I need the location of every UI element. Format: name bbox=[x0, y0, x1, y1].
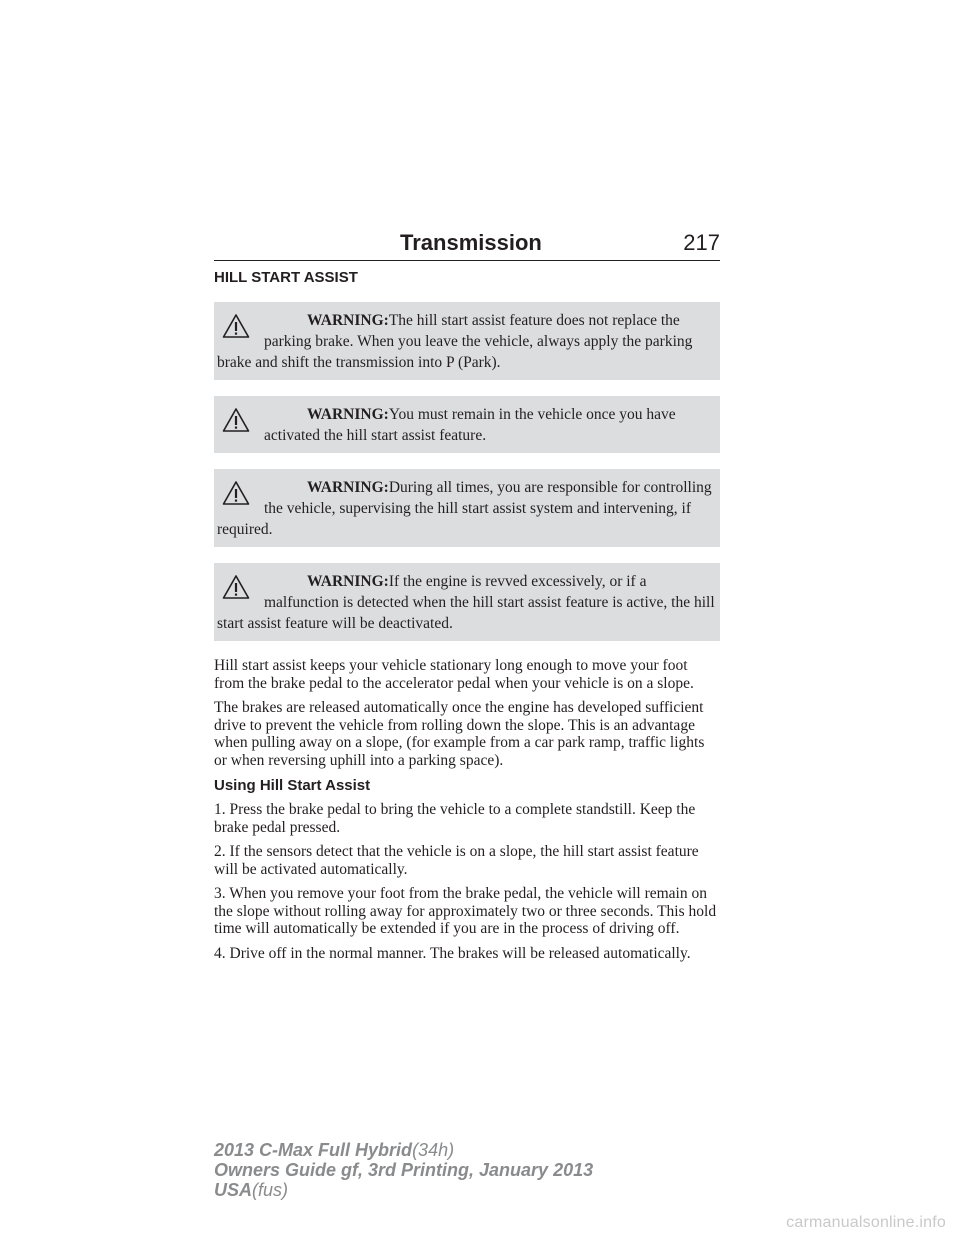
warning-triangle-icon bbox=[222, 480, 250, 506]
warning-box bbox=[214, 469, 720, 547]
warning-box bbox=[214, 302, 720, 380]
warning-label: WARNING: bbox=[307, 573, 389, 590]
step-item: 3. When you remove your foot from the brake pedal, the vehicle will remain on the slope without rolling away for approximately two or three seconds. This hold time will automatically be extended if you are in the process of driving off. bbox=[214, 885, 717, 937]
body-paragraph: The brakes are released automatically once the engine has developed sufficient drive to prevent the vehicle from rolling down the slope. This is an advantage when pulling away on a slope, (for example from a car park ramp, traffic lights or when reversing uphill into a parking space). bbox=[214, 699, 705, 769]
footer-line-guide: Owners Guide gf, 3rd Printing, January 2013 bbox=[214, 1160, 594, 1180]
step-item: 1. Press the brake pedal to bring the vehicle to a complete standstill. Keep the brake pedal pressed. bbox=[214, 801, 696, 836]
warning-body: The hill start assist feature does not replace the parking brake. When you leave the vehicle, always apply the parking brake and shift the transmission into P (Park). bbox=[217, 312, 693, 371]
warning-triangle-icon bbox=[222, 313, 250, 339]
warning-label: WARNING: bbox=[307, 406, 389, 423]
warning-box bbox=[214, 563, 720, 641]
warning-body: You must remain in the vehicle once you have activated the hill start assist feature. bbox=[264, 406, 676, 444]
warning-body: If the engine is revved excessively, or if a malfunction is detected when the hill start assist feature is active, the hill start assist feature will be deactivated. bbox=[217, 573, 715, 632]
chapter-title: Transmission bbox=[400, 230, 542, 255]
warning-label: WARNING: bbox=[307, 479, 389, 496]
warning-body: During all times, you are responsible for controlling the vehicle, supervising the hill start assist system and intervening, if required. bbox=[217, 479, 712, 538]
body-paragraph: Hill start assist keeps your vehicle stationary long enough to move your foot from the brake pedal to the accelerator pedal when your vehicle is on a slope. bbox=[214, 657, 694, 692]
warning-label: WARNING: bbox=[307, 312, 389, 329]
page-footer bbox=[214, 1140, 714, 1200]
page-number: 217 bbox=[683, 230, 720, 255]
footer-line-region: USA(fus) bbox=[214, 1180, 289, 1200]
step-item: 4. Drive off in the normal manner. The brakes will be released automatically. bbox=[214, 944, 691, 962]
warning-text bbox=[217, 404, 716, 446]
warning-text bbox=[217, 310, 716, 373]
warning-box bbox=[214, 396, 720, 453]
site-watermark: carmanualsonline.info bbox=[786, 1214, 946, 1231]
warning-text bbox=[217, 571, 716, 634]
warning-text bbox=[217, 477, 716, 540]
step-item: 2. If the sensors detect that the vehicle is on a slope, the hill start assist feature will be activated automatically. bbox=[214, 843, 699, 878]
subsection-title: Using Hill Start Assist bbox=[214, 777, 371, 794]
warning-triangle-icon bbox=[222, 574, 250, 600]
page-content bbox=[214, 268, 720, 969]
section-title: HILL START ASSIST bbox=[214, 269, 358, 286]
warning-triangle-icon bbox=[222, 407, 250, 433]
page-header bbox=[214, 230, 720, 261]
footer-line-model: 2013 C-Max Full Hybrid(34h) bbox=[214, 1140, 455, 1160]
